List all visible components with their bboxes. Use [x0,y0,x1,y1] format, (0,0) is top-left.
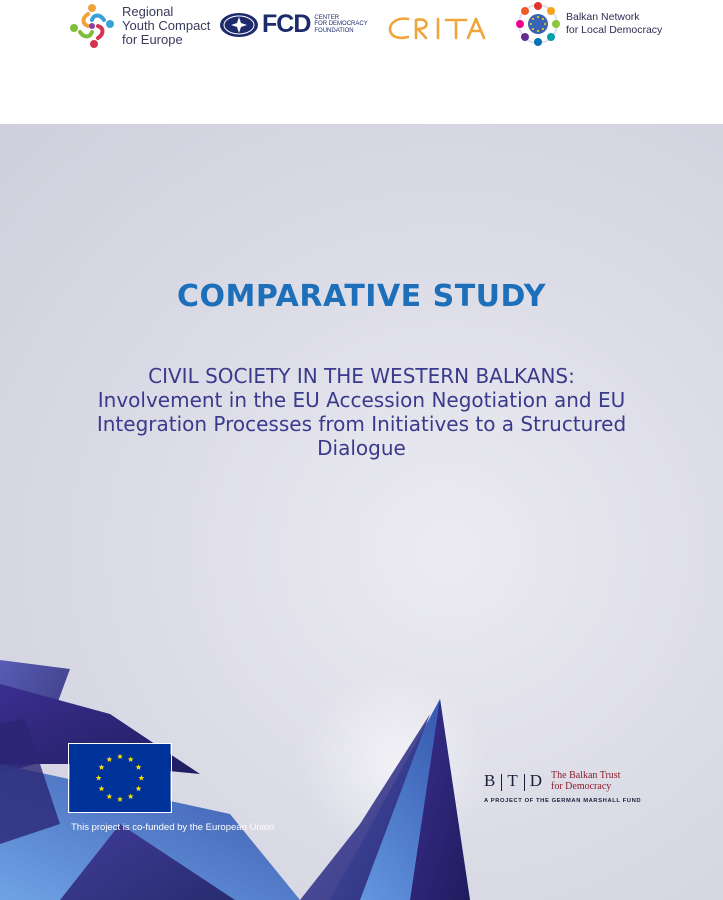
fcd-line-2: FOR DEMOCRACY [314,21,368,28]
rycp-line-1: Regional [122,4,174,19]
study-subtitle [60,364,663,460]
btd-letter-t: T [507,771,519,790]
fcd-compass-icon [219,12,259,38]
study-title: COMPARATIVE STUDY [177,279,546,314]
subtitle-line-3: Integration Processes from Initiatives to a Structured [96,412,627,436]
bnld-line-1: Balkan Network [566,11,640,23]
rycp-line-2: Youth Compact [122,18,211,33]
logo-regional-youth-compact [68,2,210,50]
btd-name-line-1: The Balkan Trust [551,770,621,781]
partner-logo-bar [0,0,723,124]
eu-cofunding-caption: This project is co-funded by the European Union [71,822,275,833]
rycp-line-3: for Europe [122,32,183,47]
balkan-network-circle-icon [516,2,560,46]
fcd-line-1: CENTER [314,14,340,21]
crta-wordmark-icon [388,14,486,42]
logo-crta [388,14,486,42]
logo-balkan-trust [484,770,674,804]
bnld-line-2: for Local Democracy [566,24,663,36]
fcd-mark: FCD [262,10,311,38]
logo-fcd [219,10,368,39]
subtitle-line-4: Dialogue [317,436,406,460]
regional-youth-compact-name [122,5,210,47]
eu-flag-icon [68,743,172,813]
subtitle-line-2: Involvement in the EU Accession Negotiation and EU [97,388,626,412]
btd-name-line-2: for Democracy [551,781,612,792]
btd-letter-b: B [484,771,497,790]
balkan-network-name [566,11,662,37]
subtitle-line-1: CIVIL SOCIETY IN THE WESTERN BALKANS: [148,364,575,388]
fcd-full-name [314,15,367,35]
logo-balkan-network [516,2,662,46]
btd-tagline: A PROJECT OF THE GERMAN MARSHALL FUND [484,798,642,804]
btd-letter-d: D [529,771,544,790]
btd-full-name [551,770,620,792]
fcd-line-3: FOUNDATION [314,27,354,34]
btd-monogram [484,771,543,791]
regional-youth-compact-icon [68,2,116,50]
cover-panel [0,124,723,900]
